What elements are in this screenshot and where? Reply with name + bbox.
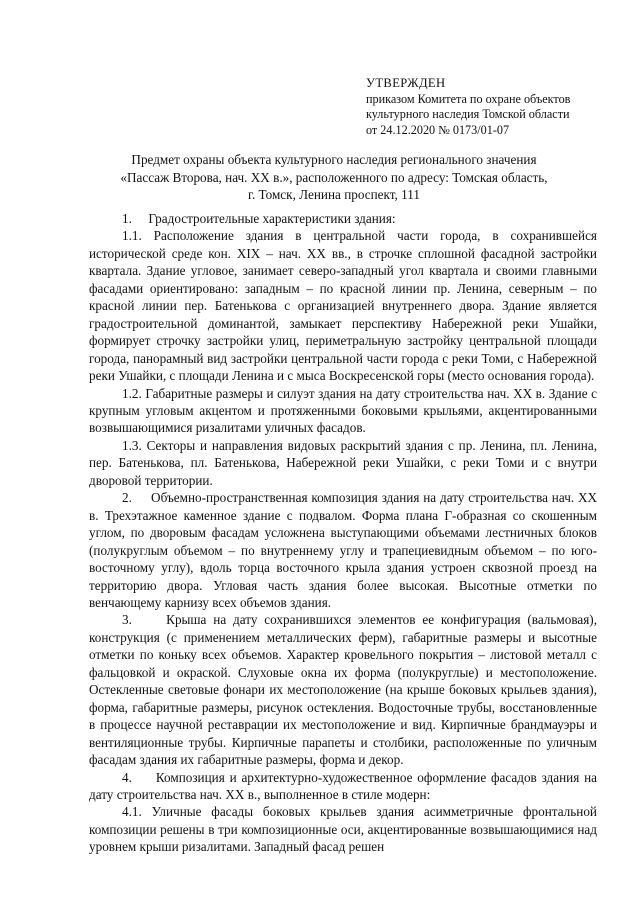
approval-word: УТВЕРЖДЕН [366, 76, 446, 90]
document-title [60, 151, 608, 204]
section-3-paragraph: 3. Крыша на дату сохранившихся элементов ее конфигурация (вальмовая), конструкция (с применением металлических ферм), габаритные размеры и высотные отметки по коньку всех объемов. Характер кровельного покрытия – листовой металл с фальцовкой и окраской. Слуховые окна их форма (полукруглые) и местоположение. Остекленные световые фонари их местоположение (на крыше боковых крыльев здания), форма, габаритные размеры, рисунок остекления. Водосточные трубы, восстановленные в процессе научной реставрации их местоположение и вид. Кирпичные брандмауэры и вентиляционные трубы. Кирпичные парапеты и столбики, расположенные по уличным фасадам здания их габаритные размеры, форма и декор. [89, 612, 597, 768]
document-body [89, 210, 597, 856]
title-line-2: «Пассаж Второва, нач. ХХ в.», расположенного по адресу: Томская область, [120, 169, 548, 185]
approval-stamp [366, 76, 636, 138]
approval-committee-line: культурного наследия Томской области [366, 107, 570, 121]
title-line-3: г. Томск, Ленина проспект, 111 [248, 187, 420, 202]
paragraph-4-1: 4.1. Уличные фасады боковых крыльев здания асимметричные фронтальной композиции решены в три композиционные оси, акцентированные возвышающимися над уровнем крыши ризалитами. Западный фасад решен [89, 804, 597, 855]
section-2-paragraph: 2. Объемно-пространственная композиция здания на дату строительства нач. ХХ в. Трехэтажное каменное здание с подвалом. Форма плана Г-образная со скошенным углом, по дворовым фасадам усложнена выступающими объемами лестничных блоков (полукруглым объемом – по внутреннему углу и трапециевидным объемом – по юго-восточному углу), вдоль торца восточного крыла здания устроен сквозной проезд на территорию двора. Угловая часть здания более высокая. Высотные отметки по венчающему карнизу всех объемов здания. [89, 490, 597, 610]
paragraph-1-3: 1.3. Секторы и направления видовых раскрытий здания с пр. Ленина, пл. Ленина, пер. Батенькова, пл. Батенькова, Набережной реки Ушайки, с реки Томи и с внутри дворовой территории. [89, 437, 597, 488]
title-line-1: Предмет охраны объекта культурного наследия регионального значения [131, 152, 537, 167]
paragraph-1-2: 1.2. Габаритные размеры и силуэт здания на дату строительства нач. ХХ в. Здание с крупным угловым акцентом и протяженными боковыми крыльями, акцентированными возвышающимися ризалитами уличных фасадов. [89, 385, 597, 436]
approval-order-line: приказом Комитета по охране объектов [366, 91, 571, 106]
section-4-paragraph: 4. Композиция и архитектурно-художественное оформление фасадов здания на дату строительства нач. ХХ в., выполненное в стиле модерн: [89, 769, 597, 802]
approval-date-number-line: от 24.12.2020 № 0173/01-07 [366, 122, 510, 137]
section-1-heading: 1. Градостроительные характеристики здания: [122, 211, 396, 226]
paragraph-1-1: 1.1. Расположение здания в центральной части города, в сохранившейся исторической среде кон. XIX – нач. ХХ вв., в строчке сплошной фасадной застройки квартала. Здание угловое, занимает северо-западный угол квартала и своими главными фасадами ориентировано: западным – по красной линии пр. Ленина, северным – по красной линии пер. Батенькова с организацией внутреннего двора. Здание является градостроительной доминантой, замыкает перспективу Набережной реки Ушайки, формирует строчку застройки улиц, периметральную застройку центральной площади города, панорамный вид застройки центральной части города с реки Томи, с Набережной реки Ушайки, с площади Ленина и с мыса Воскресенской горы (место основания города). [89, 228, 597, 384]
